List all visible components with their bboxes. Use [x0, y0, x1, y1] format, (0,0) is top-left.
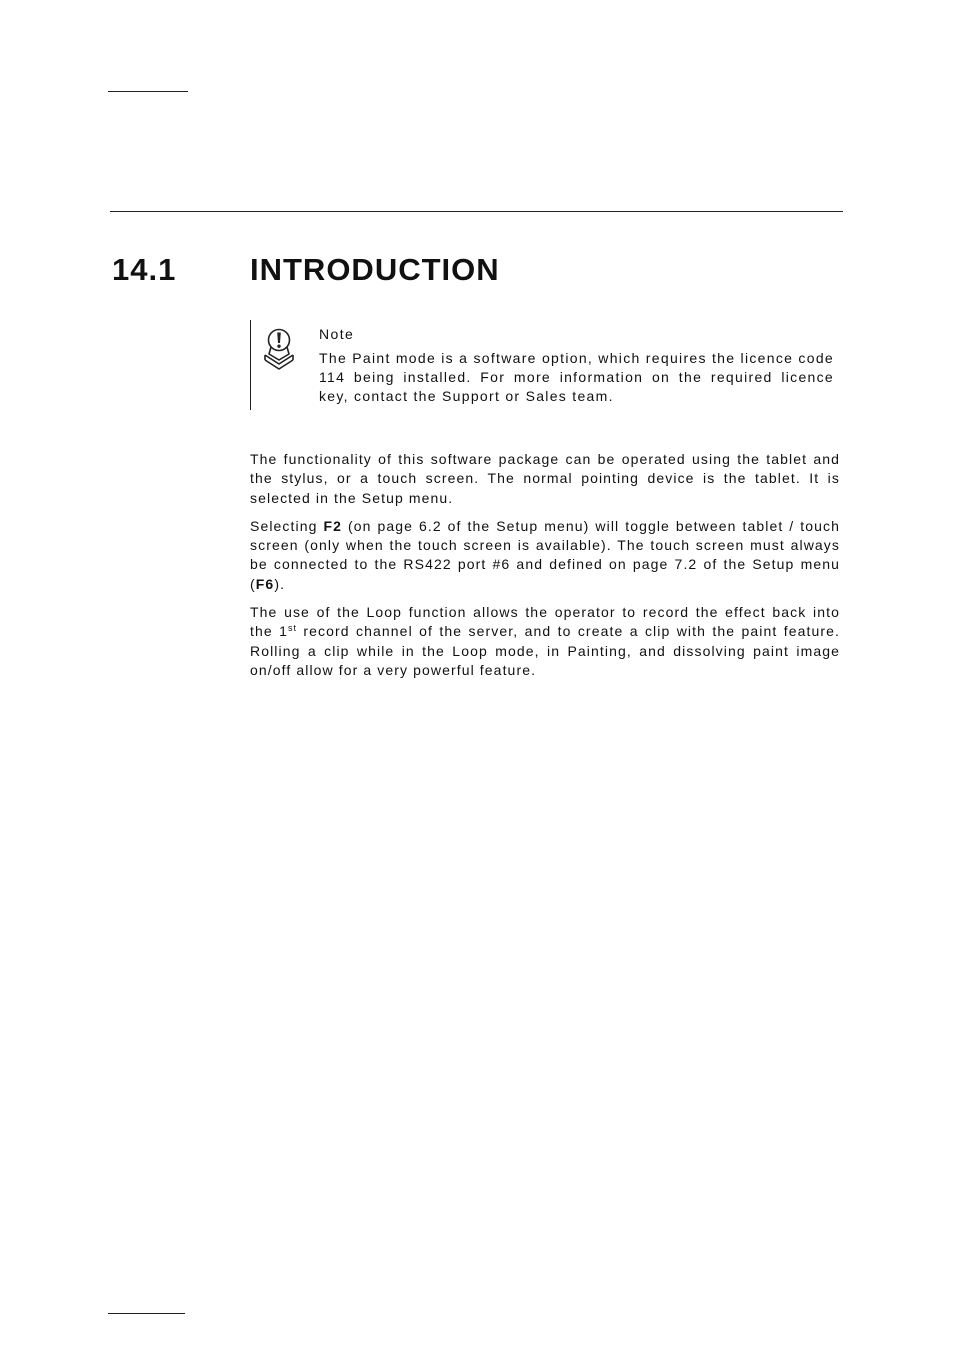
key-f2: F2	[323, 517, 342, 534]
note-title: Note	[319, 326, 355, 342]
paragraph-toggle-f2	[250, 517, 840, 594]
paragraph-pointing-device: The functionality of this software package can be operated using the tablet and the stylus, or a touch screen. The normal pointing device is the tablet. It is selected in the Setup menu.	[250, 451, 840, 506]
note-icon	[261, 327, 297, 373]
footer-rule	[108, 1313, 185, 1314]
ordinal-suffix: st	[288, 623, 298, 634]
key-f6: F6	[255, 575, 275, 592]
section-heading	[112, 252, 500, 288]
section-title: INTRODUCTION	[250, 252, 500, 287]
text-run: (on page 6.2 of the Setup menu) will toggle between tablet / touch screen (only when the touch screen is available). The touch screen must always be connected to the RS422 port #6 and defined on page 7.2 of the Setup menu (	[250, 517, 840, 592]
text-run: record channel of the server, and to create a clip with the paint feature. Rolling a clip while in the Loop mode, in Painting, and dissolving paint image on/off allow for a very powerful feature.	[250, 623, 840, 678]
section-number: 14.1	[112, 252, 177, 287]
section-divider	[110, 211, 843, 212]
text-run: Selecting	[250, 517, 324, 534]
note-text: The Paint mode is a software option, which requires the licence code 114 being installed. For more information on the required licence key, contact the Support or Sales team.	[319, 350, 834, 404]
text-run: ).	[274, 575, 286, 592]
body-text	[250, 450, 840, 689]
header-rule	[108, 91, 188, 92]
paragraph-loop-function	[250, 603, 840, 680]
note-box	[250, 320, 834, 410]
text-run: The use of the Loop function allows the operator to record the effect back into the 1	[250, 604, 840, 640]
